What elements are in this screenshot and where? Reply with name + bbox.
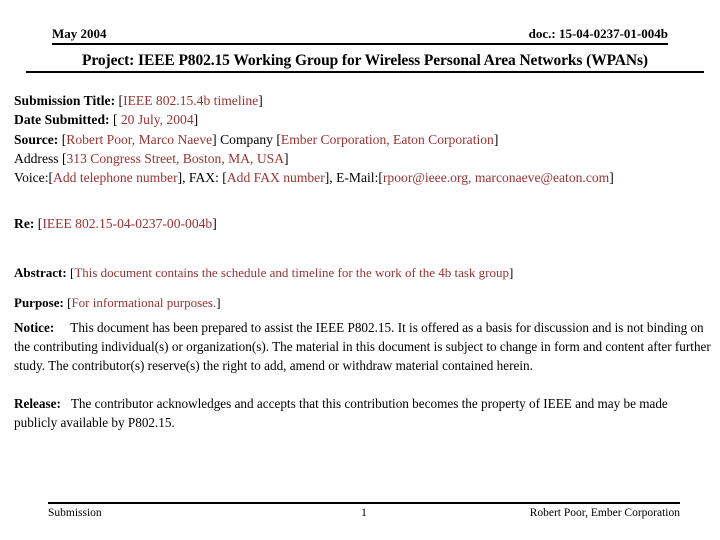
document-header (52, 26, 668, 45)
separator-comma: , (182, 170, 189, 186)
open-bracket: [ (48, 170, 54, 186)
close-bracket: ] (609, 170, 614, 186)
open-bracket: [ (276, 131, 281, 147)
company-label: Company (220, 131, 273, 147)
date-submitted-label: Date Submitted: (14, 112, 110, 128)
abstract-value: This document contains the schedule and timeline for the work of the 4b task group (74, 265, 509, 280)
close-bracket: ] (324, 170, 330, 186)
company-value: Ember Corporation, Eaton Corporation (280, 131, 494, 147)
close-bracket: ] (216, 295, 221, 310)
source-value: Robert Poor, Marco Naeve (66, 131, 213, 147)
submission-fields (14, 91, 714, 187)
fax-value: Add FAX number (226, 170, 325, 186)
notice-text: This document has been prepared to assist the IEEE P802.15. It is offered as a basis for discussion and is not binding on the contributing individual(s) or organization(s). The material in this document is subject to change in form and content after further study. The contributor(s) reserve(s) the right to add, amend or withdraw material contained herein. (14, 320, 711, 373)
close-bracket: ] (193, 112, 199, 128)
purpose-value: For informational purposes. (71, 295, 217, 310)
open-bracket: [ (61, 150, 67, 166)
footer-left-label: Submission (48, 507, 102, 519)
document-footer (48, 502, 680, 519)
fax-label: FAX: (188, 170, 219, 186)
separator-comma: , (329, 170, 337, 186)
open-bracket: [ (222, 170, 227, 186)
date-submitted-value: 20 July, 2004 (117, 112, 194, 128)
open-bracket: [ (67, 295, 72, 310)
open-bracket: [ (69, 265, 75, 280)
open-bracket: [ (118, 93, 124, 108)
email-label: E-Mail: (336, 170, 379, 186)
field-re (14, 214, 217, 233)
purpose-label: Purpose: (14, 295, 64, 310)
open-bracket: [ (378, 170, 383, 186)
header-date: May 2004 (52, 26, 107, 41)
field-date-submitted (14, 110, 714, 129)
re-label: Re: (14, 216, 35, 231)
header-doc-number: doc.: 15-04-0237-01-004b (528, 26, 668, 41)
footer-page-number: 1 (361, 507, 367, 519)
field-abstract (14, 264, 714, 282)
release-label: Release: (14, 396, 61, 411)
voice-value: Add telephone number (53, 170, 178, 186)
address-value: 313 Congress Street, Boston, MA, USA (66, 150, 285, 166)
field-address (14, 149, 714, 168)
field-contact (14, 168, 714, 187)
source-label: Source: (14, 131, 59, 147)
submission-title-value: IEEE 802.15.4b timeline (123, 93, 259, 108)
close-bracket: ] (258, 93, 263, 108)
email-value: rpoor@ieee.org, marconaeve@eaton.com (382, 170, 610, 186)
field-submission-title (14, 91, 714, 110)
close-bracket: ] (212, 131, 217, 147)
address-label: Address (14, 150, 59, 166)
submission-title-label: Submission Title: (14, 93, 116, 108)
footer-right-label: Robert Poor, Ember Corporation (529, 507, 680, 519)
open-bracket: [ (112, 112, 118, 128)
abstract-label: Abstract: (14, 265, 67, 280)
project-title: Project: IEEE P802.15 Working Group for Wireless Personal Area Networks (WPANs) (26, 52, 704, 73)
release-text: The contributor acknowledges and accepts that this contribution becomes the property of IEEE and may be made publicly available by P802.15. (14, 396, 668, 430)
open-bracket: [ (37, 216, 43, 231)
close-bracket: ] (493, 131, 499, 147)
close-bracket: ] (177, 170, 183, 186)
notice-label: Notice: (14, 320, 55, 335)
field-purpose (14, 294, 714, 312)
close-bracket: ] (508, 265, 514, 280)
field-notice (14, 318, 714, 375)
field-source (14, 130, 714, 149)
field-release (14, 394, 714, 432)
close-bracket: ] (212, 216, 217, 231)
close-bracket: ] (284, 150, 289, 166)
voice-label: Voice: (14, 170, 49, 186)
re-value: IEEE 802.15-04-0237-00-004b (42, 216, 213, 231)
open-bracket: [ (61, 131, 67, 147)
